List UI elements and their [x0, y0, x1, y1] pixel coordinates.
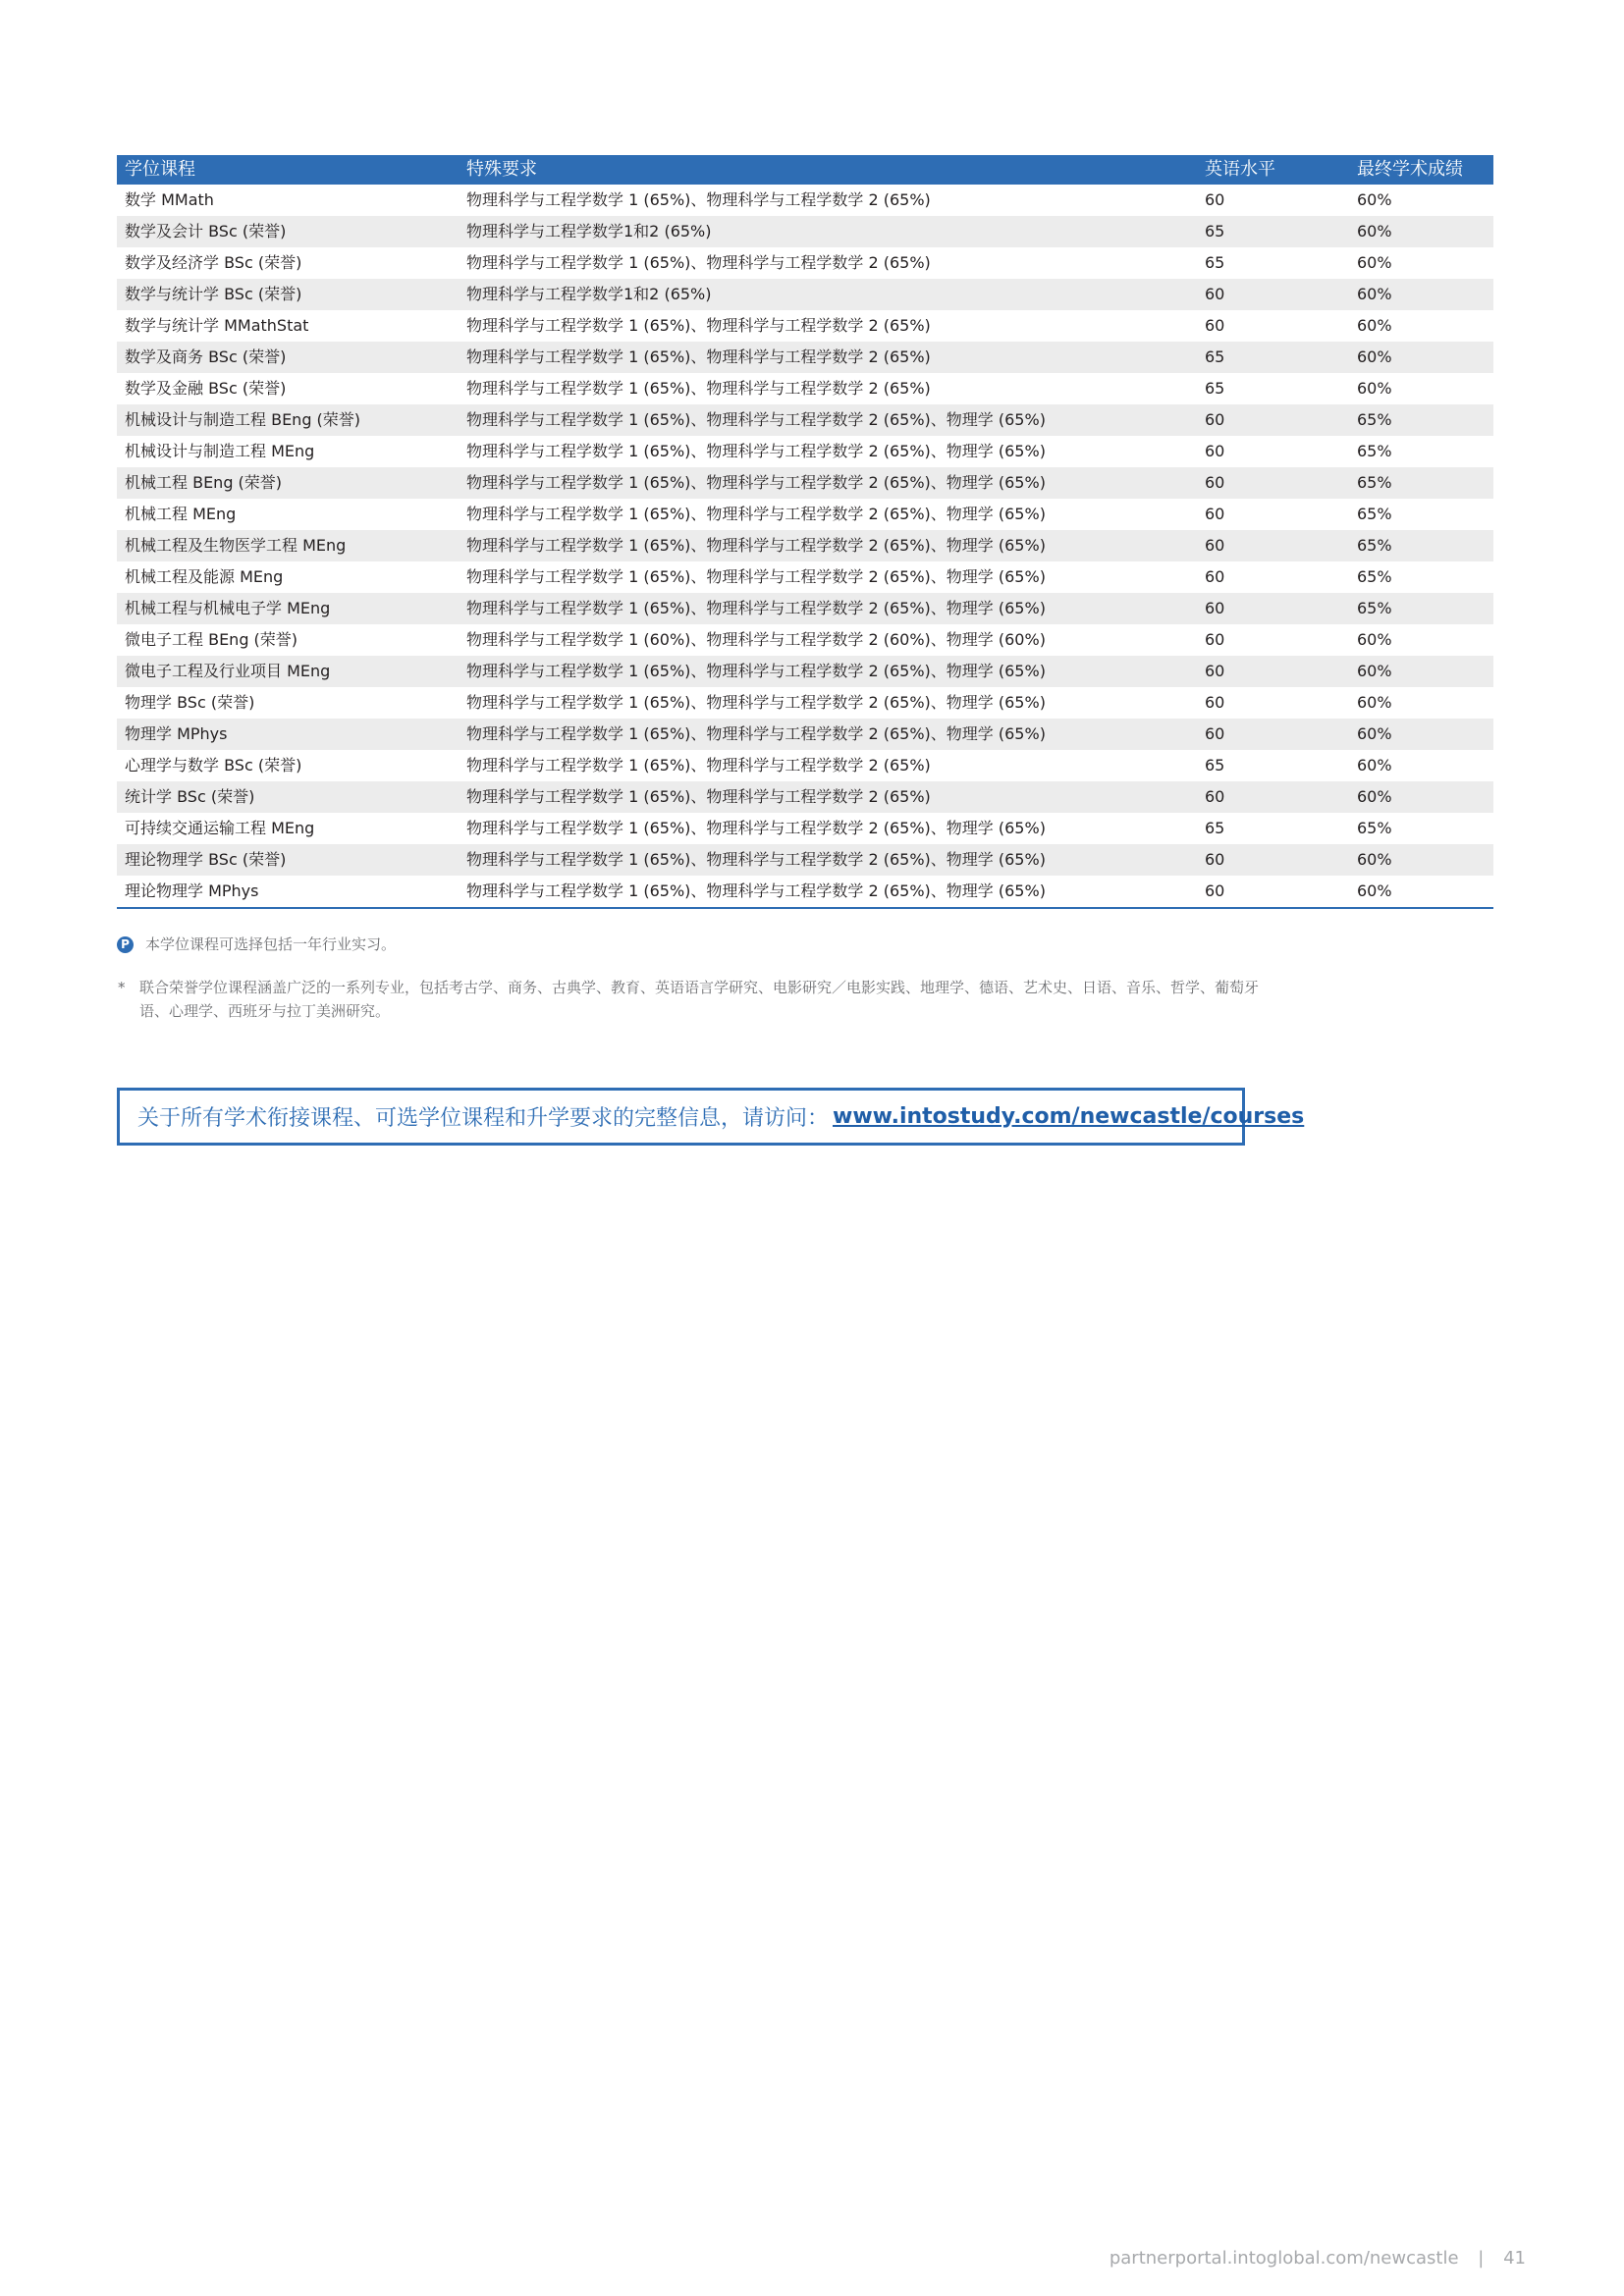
cell-requirements: 物理科学与工程学数学 1 (65%)、物理科学与工程学数学 2 (65%)	[466, 756, 931, 774]
cell-english: 65	[1179, 342, 1331, 373]
cell-degree: 物理学 BSc (荣誉)	[125, 693, 255, 712]
table-body	[117, 185, 1493, 908]
cell-english: 60	[1205, 693, 1225, 712]
cell-english: 60	[1205, 316, 1225, 335]
cell-degree: 数学及金融 BSc (荣誉)	[125, 379, 287, 398]
cell-requirements: 物理科学与工程学数学 1 (65%)、物理科学与工程学数学 2 (65%)	[459, 781, 1179, 813]
cell-degree: 机械工程 BEng (荣誉)	[117, 467, 459, 499]
table-row	[117, 467, 1493, 499]
table-row	[117, 687, 1493, 719]
asterisk-marker: *	[118, 979, 126, 996]
courses-link[interactable]: www.intostudy.com/newcastle/courses	[833, 1104, 1305, 1129]
cell-requirements: 物理科学与工程学数学 1 (65%)、物理科学与工程学数学 2 (65%)、物理学 (65%)	[459, 656, 1179, 687]
cell-final-grade: 65%	[1357, 442, 1392, 460]
cell-english: 60	[1179, 404, 1331, 436]
cell-requirements: 物理科学与工程学数学 1 (65%)、物理科学与工程学数学 2 (65%)	[459, 342, 1179, 373]
cell-final-grade: 60%	[1331, 844, 1493, 876]
cell-final-grade: 65%	[1357, 567, 1392, 586]
cell-final-grade: 65%	[1331, 404, 1493, 436]
table-header-row	[117, 155, 1493, 185]
cell-degree: 微电子工程及行业项目 MEng	[117, 656, 459, 687]
cell-degree: 数学及经济学 BSc (荣誉)	[125, 253, 302, 272]
cell-final-grade: 60%	[1357, 630, 1392, 649]
cell-english: 65	[1179, 216, 1331, 247]
placement-icon: P	[117, 936, 134, 953]
table-row	[117, 436, 1493, 467]
entry-requirements-table	[117, 155, 1493, 909]
cell-english: 65	[1205, 756, 1225, 774]
cell-requirements: 物理科学与工程学数学 1 (65%)、物理科学与工程学数学 2 (65%)、物理学 (65%)	[466, 505, 1046, 523]
cell-english: 65	[1205, 379, 1225, 398]
cell-final-grade: 60%	[1357, 379, 1392, 398]
footer-separator: |	[1478, 2248, 1485, 2269]
cell-degree: 机械工程与机械电子学 MEng	[117, 593, 459, 624]
cell-english: 60	[1179, 656, 1331, 687]
cell-final-grade: 60%	[1331, 719, 1493, 750]
cell-english: 65	[1205, 819, 1225, 837]
cell-requirements: 物理科学与工程学数学 1 (65%)、物理科学与工程学数学 2 (65%)	[466, 316, 931, 335]
cell-english: 60	[1205, 505, 1225, 523]
cell-degree: 机械工程 MEng	[125, 505, 237, 523]
cell-degree: 理论物理学 BSc (荣誉)	[117, 844, 459, 876]
cell-degree: 机械设计与制造工程 BEng (荣誉)	[117, 404, 459, 436]
cell-requirements: 物理科学与工程学数学 1 (65%)、物理科学与工程学数学 2 (65%)、物理学 (65%)	[459, 530, 1179, 561]
cell-final-grade: 65%	[1357, 505, 1392, 523]
footnotes	[117, 933, 1393, 1023]
cell-english: 60	[1205, 442, 1225, 460]
table-row	[117, 844, 1493, 876]
cell-requirements: 物理科学与工程学数学 1 (65%)、物理科学与工程学数学 2 (65%)、物理学 (65%)	[466, 442, 1046, 460]
cell-final-grade: 60%	[1357, 756, 1392, 774]
cell-final-grade: 60%	[1357, 316, 1392, 335]
cell-degree: 可持续交通运输工程 MEng	[125, 819, 315, 837]
header-english: 英语水平	[1179, 155, 1331, 185]
cell-requirements: 物理科学与工程学数学 1 (65%)、物理科学与工程学数学 2 (65%)、物理学 (65%)	[466, 567, 1046, 586]
cell-requirements: 物理科学与工程学数学 1 (65%)、物理科学与工程学数学 2 (65%)、物理学 (65%)	[459, 719, 1179, 750]
cell-degree: 统计学 BSc (荣誉)	[117, 781, 459, 813]
cell-degree: 数学及会计 BSc (荣誉)	[117, 216, 459, 247]
cell-english: 60	[1205, 881, 1225, 900]
combined-honours-text: 联合荣誉学位课程涵盖广泛的一系列专业，包括考古学、商务、古典学、教育、英语语言学研究、电影研究／电影实践、地理学、德语、艺术史、日语、音乐、哲学、葡萄牙语、心理学、西班牙与拉丁美洲研究。	[139, 979, 1260, 1020]
page-footer	[982, 2248, 1526, 2269]
cell-degree: 机械设计与制造工程 MEng	[125, 442, 315, 460]
table-row	[117, 876, 1493, 908]
cell-english: 60	[1205, 190, 1225, 209]
cell-final-grade: 60%	[1331, 279, 1493, 310]
table-row	[117, 247, 1493, 279]
cell-degree: 机械工程及生物医学工程 MEng	[117, 530, 459, 561]
header-requirements: 特殊要求	[459, 155, 1179, 185]
table-row	[117, 342, 1493, 373]
cell-english: 60	[1179, 844, 1331, 876]
cell-english: 65	[1205, 253, 1225, 272]
cell-degree: 机械工程及能源 MEng	[125, 567, 284, 586]
footer-url[interactable]: partnerportal.intoglobal.com/newcastle	[1109, 2248, 1459, 2269]
cell-requirements: 物理科学与工程学数学 1 (65%)、物理科学与工程学数学 2 (65%)、物理学 (65%)	[466, 819, 1046, 837]
cell-degree: 数学与统计学 BSc (荣誉)	[117, 279, 459, 310]
cell-final-grade: 60%	[1331, 342, 1493, 373]
cell-english: 60	[1179, 279, 1331, 310]
info-box	[117, 1088, 1305, 1146]
cell-final-grade: 60%	[1331, 216, 1493, 247]
cell-english: 60	[1205, 630, 1225, 649]
table-row	[117, 561, 1493, 593]
cell-final-grade: 65%	[1331, 530, 1493, 561]
table-row	[117, 310, 1493, 342]
table-row	[117, 499, 1493, 530]
table-row	[117, 404, 1493, 436]
cell-requirements: 物理科学与工程学数学 1 (65%)、物理科学与工程学数学 2 (65%)	[466, 253, 931, 272]
cell-english: 60	[1179, 781, 1331, 813]
cell-english: 60	[1179, 719, 1331, 750]
table-row	[117, 593, 1493, 624]
cell-degree: 物理学 MPhys	[117, 719, 459, 750]
cell-requirements: 物理科学与工程学数学 1 (65%)、物理科学与工程学数学 2 (65%)、物理学 (65%)	[459, 404, 1179, 436]
cell-requirements: 物理科学与工程学数学 1 (60%)、物理科学与工程学数学 2 (60%)、物理学 (60%)	[466, 630, 1046, 649]
cell-requirements: 物理科学与工程学数学 1 (65%)、物理科学与工程学数学 2 (65%)、物理学 (65%)	[459, 467, 1179, 499]
cell-english: 60	[1179, 530, 1331, 561]
cell-final-grade: 60%	[1331, 781, 1493, 813]
cell-final-grade: 65%	[1357, 819, 1392, 837]
table-row	[117, 750, 1493, 781]
cell-requirements: 物理科学与工程学数学 1 (65%)、物理科学与工程学数学 2 (65%)、物理学 (65%)	[459, 844, 1179, 876]
cell-requirements: 物理科学与工程学数学1和2 (65%)	[459, 216, 1179, 247]
cell-requirements: 物理科学与工程学数学 1 (65%)、物理科学与工程学数学 2 (65%)	[466, 379, 931, 398]
table-row	[117, 279, 1493, 310]
table-row	[117, 216, 1493, 247]
cell-requirements: 物理科学与工程学数学 1 (65%)、物理科学与工程学数学 2 (65%)、物理学 (65%)	[466, 881, 1046, 900]
cell-final-grade: 60%	[1357, 693, 1392, 712]
table-row	[117, 781, 1493, 813]
cell-final-grade: 60%	[1357, 190, 1392, 209]
placement-note-text: 本学位课程可选择包括一年行业实习。	[145, 935, 397, 953]
table-row	[117, 719, 1493, 750]
cell-degree: 数学及商务 BSc (荣誉)	[117, 342, 459, 373]
cell-degree: 理论物理学 MPhys	[125, 881, 259, 900]
table-row	[117, 530, 1493, 561]
header-degree: 学位课程	[117, 155, 459, 185]
cell-english: 60	[1179, 593, 1331, 624]
cell-final-grade: 60%	[1331, 656, 1493, 687]
table-row	[117, 624, 1493, 656]
cell-english: 60	[1179, 467, 1331, 499]
cell-final-grade: 60%	[1357, 253, 1392, 272]
table-row	[117, 373, 1493, 404]
info-text: 关于所有学术衔接课程、可选学位课程和升学要求的完整信息，请访问：	[137, 1106, 830, 1131]
table-row	[117, 813, 1493, 844]
header-final-grade: 最终学术成绩	[1331, 155, 1493, 185]
cell-requirements: 物理科学与工程学数学1和2 (65%)	[459, 279, 1179, 310]
combined-honours-note	[117, 976, 1393, 1023]
table-row	[117, 185, 1493, 216]
cell-final-grade: 65%	[1331, 593, 1493, 624]
cell-english: 60	[1205, 567, 1225, 586]
cell-requirements: 物理科学与工程学数学 1 (65%)、物理科学与工程学数学 2 (65%)、物理学 (65%)	[466, 693, 1046, 712]
placement-note	[117, 933, 1393, 956]
table-row	[117, 656, 1493, 687]
cell-degree: 微电子工程 BEng (荣誉)	[125, 630, 298, 649]
cell-degree: 数学 MMath	[125, 190, 214, 209]
cell-requirements: 物理科学与工程学数学 1 (65%)、物理科学与工程学数学 2 (65%)、物理学 (65%)	[459, 593, 1179, 624]
cell-final-grade: 65%	[1331, 467, 1493, 499]
cell-final-grade: 60%	[1357, 881, 1392, 900]
page-number: 41	[1503, 2248, 1526, 2269]
cell-degree: 心理学与数学 BSc (荣誉)	[125, 756, 302, 774]
cell-degree: 数学与统计学 MMathStat	[125, 316, 309, 335]
cell-requirements: 物理科学与工程学数学 1 (65%)、物理科学与工程学数学 2 (65%)	[466, 190, 931, 209]
